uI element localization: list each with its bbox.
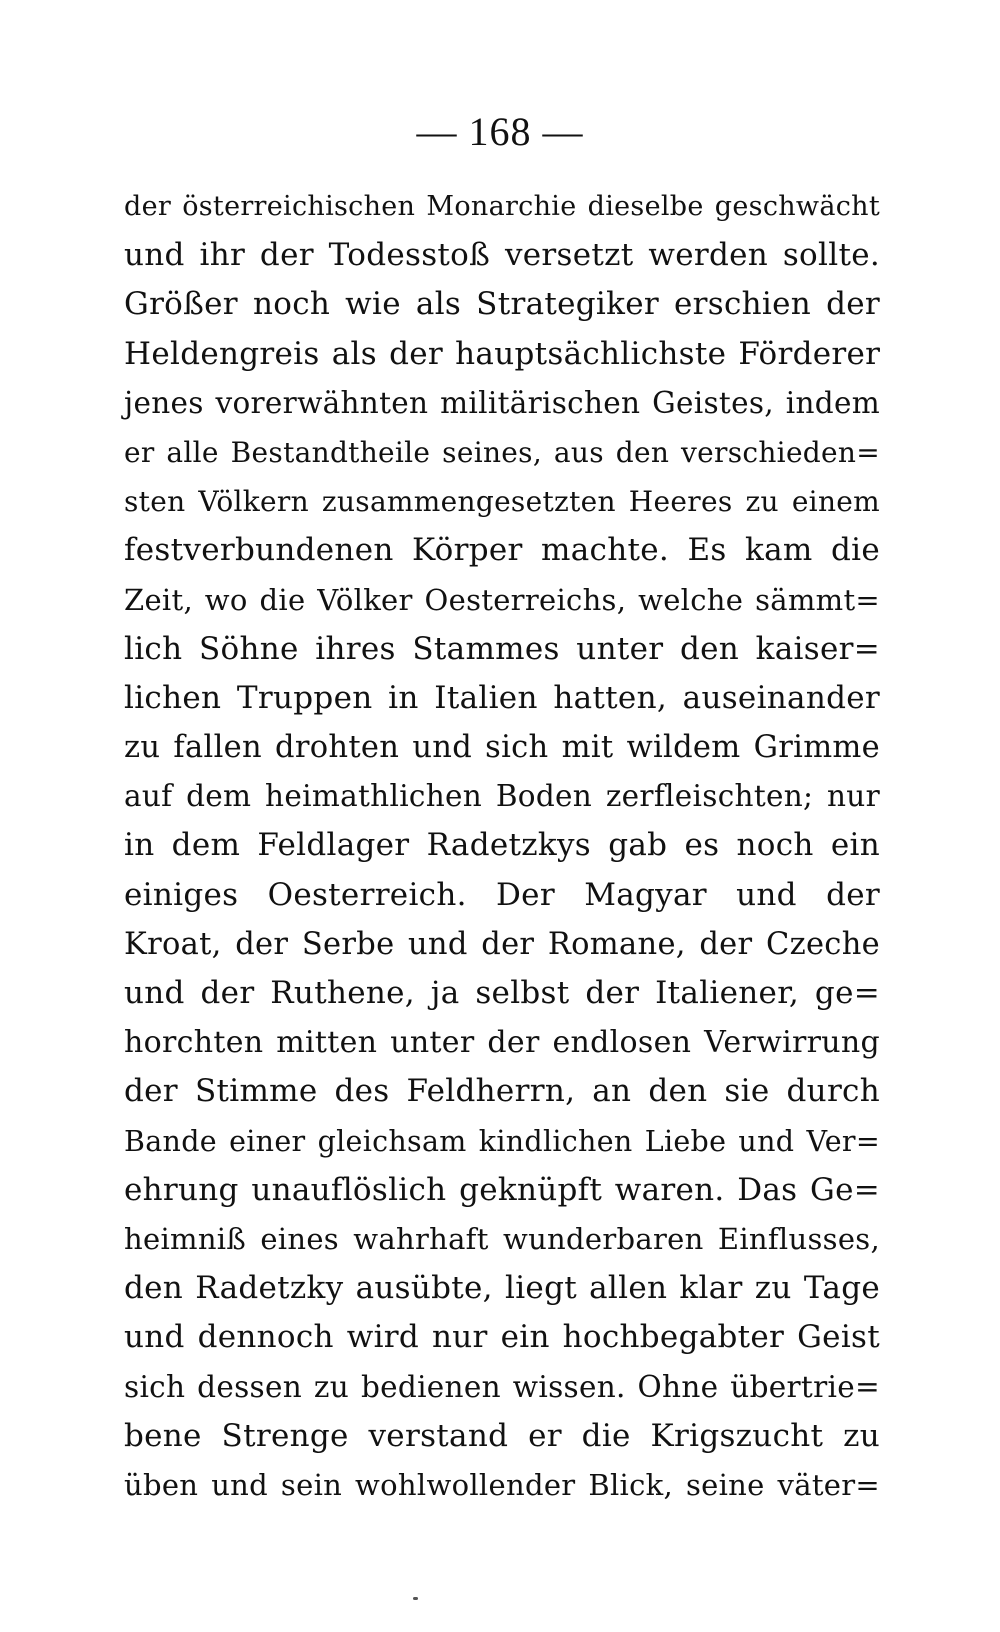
text-line: Zeit, wo die Völker Oesterreichs, welche sämmt=	[124, 582, 880, 617]
text-line: einiges Oesterreich. Der Magyar und der	[124, 876, 880, 913]
page-number: — 168 —	[416, 109, 584, 154]
text-line: und dennoch wird nur ein hochbegabter Geist	[124, 1319, 880, 1356]
text-line: und der Ruthene, ja selbst der Italiener, ge=	[124, 975, 880, 1011]
body-text	[124, 182, 880, 1510]
text-line: bene Strenge verstand er die Krigszucht zu	[124, 1417, 880, 1454]
text-line: jenes vorerwähnten militärischen Geistes, indem	[124, 385, 880, 420]
text-line: Heldengreis als der hauptsächlichste Förderer	[124, 335, 881, 372]
text-line: festverbundenen Körper machte. Es kam die	[124, 532, 880, 569]
text-line: üben und sein wohlwollender Blick, seine väter=	[124, 1467, 880, 1502]
text-line: der Stimme des Feldherrn, an den sie durch	[124, 1073, 880, 1110]
text-line: Kroat, der Serbe und der Romane, der Czeche	[124, 926, 880, 962]
text-line: sten Völkern zusammengesetzten Heeres zu einem	[124, 485, 880, 519]
text-line: Größer noch wie als Strategiker erschien der	[124, 286, 880, 323]
text-line: horchten mitten unter der endlosen Verwirrung	[124, 1025, 880, 1061]
text-line: er alle Bestandtheile seines, aus den verschieden=	[124, 435, 880, 469]
text-line: heimniß eines wahrhaft wunderbaren Einflusses,	[124, 1221, 880, 1256]
text-line: ehrung unauflöslich geknüpft waren. Das Ge=	[124, 1171, 880, 1208]
text-line: der österreichischen Monarchie dieselbe geschwächt	[124, 191, 880, 222]
text-line: zu fallen drohten und sich mit wildem Grimme	[124, 730, 880, 766]
text-line: sich dessen zu bedienen wissen. Ohne übertrie=	[124, 1369, 880, 1404]
print-speck	[413, 1597, 418, 1600]
text-line: auf dem heimathlichen Boden zerfleischten; nur	[124, 779, 880, 814]
text-line: Bande einer gleichsam kindlichen Liebe und Ver=	[124, 1124, 880, 1158]
text-line: lichen Truppen in Italien hatten, auseinander	[124, 679, 880, 716]
text-line: den Radetzky ausübte, liegt allen klar zu Tage	[124, 1270, 880, 1307]
text-line: lich Söhne ihres Stammes unter den kaiser=	[124, 630, 880, 667]
text-line: in dem Feldlager Radetzkys gab es noch ein	[124, 827, 880, 864]
text-line: und ihr der Todesstoß versetzt werden sollte.	[124, 237, 880, 274]
